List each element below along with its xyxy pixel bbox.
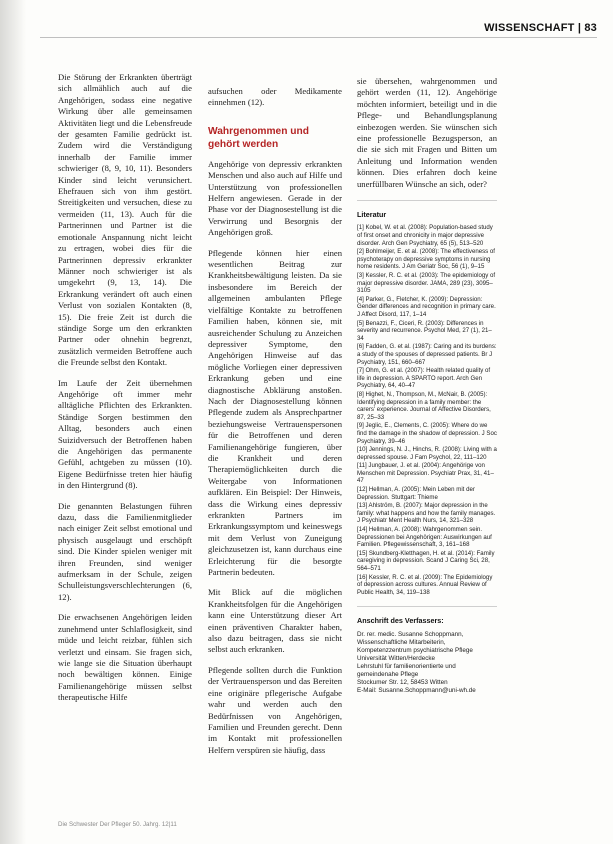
paragraph: Pflegende sollten durch die Funktion der Vertrauensperson und das Bereiten eine originäre pflegerische Aufgabe wahr und werden auch den Bedürfnissen von Angehörigen, Familien und Freunden gerecht. Denn im Kontakt mit professionellen Helfern verspüren sie häufig, dass [208,664,342,755]
author-line: Dr. rer. medic. Susanne Schoppmann, [357,630,464,638]
reference-item: [9] Jeglic, E., Clements, C. (2005): Where do we find the damage in the shadow of depression. J Soc Psychiatry, 39–46 [357,422,497,445]
paragraph: Die genannten Belastungen führen dazu, dass die Familienmitglieder nach einiger Zeit selbst emotional und physisch ausgelaugt und erschöpft sind. Die Kinder spielen weniger mit ihren Freunden, sind weniger aufmerksam in der Schule, zeigen Schulleistungsverschlechterungen (6, 12). [58,500,192,602]
reference-list [357,224,497,596]
reference-item: [4] Parker, G., Fletcher, K. (2009): Depression: Gender differences and recognition in primary care. J Affect Disord, 117, 1–14 [357,295,496,318]
reference-item: [3] Kessler, R. C. et al. (2003): The epidemiology of major depressive disorder. JAMA, 289 (23), 3095–3105 [357,272,496,295]
paragraph: sie übersehen, wahrgenommen und gehört werden (11, 12). Angehörige möchten informiert, beteiligt und in die Pflege- und Behandlungsplanung einbezogen werden. Sie wünschen sich eine professionelle Bezugsperson, an die sie sich mit Fragen und Bitten um Anleitung und Information wenden können. Dies erfahren doch keine unerfüllbaren Wünsche an sich, oder? [357,76,497,189]
reference-item: [1] Kobel, W. et al. (2008): Population-based study of first onset and chronicity in major depressive disorder. Arch Gen Psychiatry, 65 (5), 513–520 [357,224,493,247]
reference-item: [13] Ahlström, B. (2007): Major depression in the family: what happens and how the family manages. J Psychiatr Ment Health Nurs, 14, 321–328 [357,502,496,525]
page-footer: Die Schwester Der Pfleger 50. Jahrg. 12|11 [58,821,177,828]
reference-item: [8] Highet, N., Thompson, M., McNair, B. (2005): Identifying depression in a family member: the carers' experience. Journal of Affective Disorders, 87, 25–33 [357,390,491,421]
paragraph: Die Störung der Erkrankten überträgt sich allmählich auch auf die Angehörigen, sodass eine negative Wirkung über alle gemeinsamen Aktivitäten liegt und die Lebensfreude der gesamten Familie gedrückt ist. Zudem wird die Verständigung innerhalb der Familie immer schwieriger (8, 9, 10, 11). Besonders Kinder sind leicht verunsichert. Ehefrauen sich von ihm gestört. Streitigkeiten und versuchen, diese zu vermeiden (11, 13). Auch für die Partnerinnen und Partner ist die emotionale Anspannung nicht leicht zu ertragen, wobei dies für die Partnerinnen depressiv erkrankter Männer noch schwieriger ist als umgekehrt (9, 13, 14). Die Erkrankung verändert oft auch einen Verlust von sozialen Kontakten (8, 15). Die freie Zeit ist durch die ständige Sorge um den erkrankten Partner oder ohnehin begrenzt, zusätzlich vermeiden Betroffene auch die Freunde selbst den Kontakt. [58,72,192,368]
paragraph: Mit Blick auf die möglichen Krankheitsfolgen für die Angehörigen kann eine Unterstützung dieser Art einen präventiven Charakter haben, also dazu beitragen, dass sie nicht selbst auch erkranken. [208,587,342,655]
reference-item: [5] Benazzi, F., Ciceri, R. (2003): Differences in severity and recurrence. Psychol Med, 27 (1), 21–34 [357,319,492,342]
author-email[interactable]: E-Mail: Susanne.Schoppmann@uni-wh.de [357,686,476,694]
text-column-1 [58,72,192,824]
literature-heading: Literatur [357,210,387,220]
reference-item: [11] Jungbauer, J. et al. (2004): Angehörige von Menschen mit Depression. Psychiatr Prax, 31, 41–47 [357,462,494,485]
literature-rule [357,200,497,201]
author-rule [357,606,497,607]
paragraph: Pflegende können hier einen wesentlichen Beitrag zur Krankheitsbewältigung leisten. Da sie insbesondere im Bereich der allgemeinen ambulanten Pflege vielfältige Kontakte zu betroffenen Familien haben, können sie, mit ausreichender Schulung zu Anzeichen depressiver Symptome, den Angehörigen Hinweise auf das mögliche Vorliegen einer depressiven Erkrankung geben und eine diagnostische Abklärung anstoßen. Nach der Diagnosestellung können Pflegende zudem als Ansprechpartner beziehungsweise Vertrauenspersonen für die Betroffenen und deren Familienangehörige fungieren, über die Krankheit und deren Therapiemöglichkeiten durch die Weitergabe von Informationen aufklären. Ein Beispiel: Der Hinweis, dass die Wirkung eines depressiv erkrankten Partners im Erkrankungssymptom und keineswegs mit dem Verlust von Zuneigung gleichzusetzen ist, kann durchaus eine Erleichterung für die besorgte Partnerin bedeuten. [208,247,342,578]
author-line: Wissenschaftliche Mitarbeiterin, [357,638,446,646]
reference-item: [10] Jennings, N. J., Hinchs, R. (2008): Living with a depressed spouse. J Fam Psychol, 22, 111–120 [357,446,497,461]
paragraph: Im Laufe der Zeit übernehmen Angehörige oft immer mehr alltägliche Pflichten des Erkrankten. Ständige Sorgen bestimmen den Alltag, besonders auch einen Suizidversuch der Betroffenen haben die Angehörigen das permanente Gefühl, achtgeben zu müssen (10). Eigene Bedürfnisse treten hier häufig in den Hintergrund (8). [58,377,192,491]
header-rule [40,37,597,38]
author-line: Stockumer Str. 12, 58453 Witten [357,678,448,686]
reference-item: [7] Ohm, G. et al. (2007): Health related quality of life in depression. A SPARTO report. Arch Gen Psychiatry, 64, 40–47 [357,367,491,390]
section-heading: Wahrgenommen und gehört werden [208,125,309,150]
text-column-3 [357,76,497,826]
reference-item: [14] Hellman, A. (2008): Wahrgenommen sein. Depressionen bei Angehörigen: Auswirkungen auf Familien. Pflegewissenschaft, 3, 161–168 [357,526,492,549]
page-gutter-shadow [0,0,26,844]
reference-item: [16] Kessler, R. C. et al. (2009): The Epidemiology of depression across cultures. Annual Review of Public Health, 34, 119–138 [357,573,493,596]
reference-item: [6] Fadden, G. et al. (1987): Caring and its burdens: a study of the spouses of depressed patients. Br J Psychiatry, 151, 660–667 [357,343,497,366]
author-line: Universität Witten/Herdecke [357,654,436,662]
author-line: Lehrstuhl für familienorientierte und gemeindenahe Pflege [357,662,456,678]
paragraph: Die erwachsenen Angehörigen leiden zunehmend unter Schlaflosigkeit, sind müde und leicht reizbar, fühlen sich verletzt und einsam. Sie fragen sich, wie lange sie die Situation überhaupt noch bewältigen können. Einige Familienangehörige müssen selbst therapeutische Hilfe [58,612,192,703]
reference-item: [15] Skundberg-Kletthagen, H. et al. (2014): Family caregiving in depression. Scand J Caring Sci, 28, 564–571 [357,549,495,572]
reference-item: [12] Hellman, A. (2005): Mein Leben mit der Depression. Stuttgart: Thieme [357,486,475,501]
paragraph: aufsuchen oder Medikamente einnehmen (12). [208,86,342,108]
author-address [357,631,497,695]
paragraph: Angehörige von depressiv erkrankten Menschen und also auch auf Hilfe und Unterstützung von professionellen Helfern angewiesen. Gerade in der Phase vor der Diagnosestellung ist die Verwirrung und Besorgnis der Angehörigen groß. [208,158,342,238]
author-line: Kompetenzzentrum psychiatrische Pflege [357,646,473,654]
text-column-2 [208,86,342,826]
author-heading: Anschrift des Verfassers: [357,616,444,626]
reference-item: [2] Bohlmeijer, E. et al. (2008): The effectiveness of psychoterapy on depressive symptoms in nursing home residents. J Am Geriatr Soc, 56 (1), 9–15 [357,248,495,271]
page-header: WISSENSCHAFT | 83 [484,22,597,34]
